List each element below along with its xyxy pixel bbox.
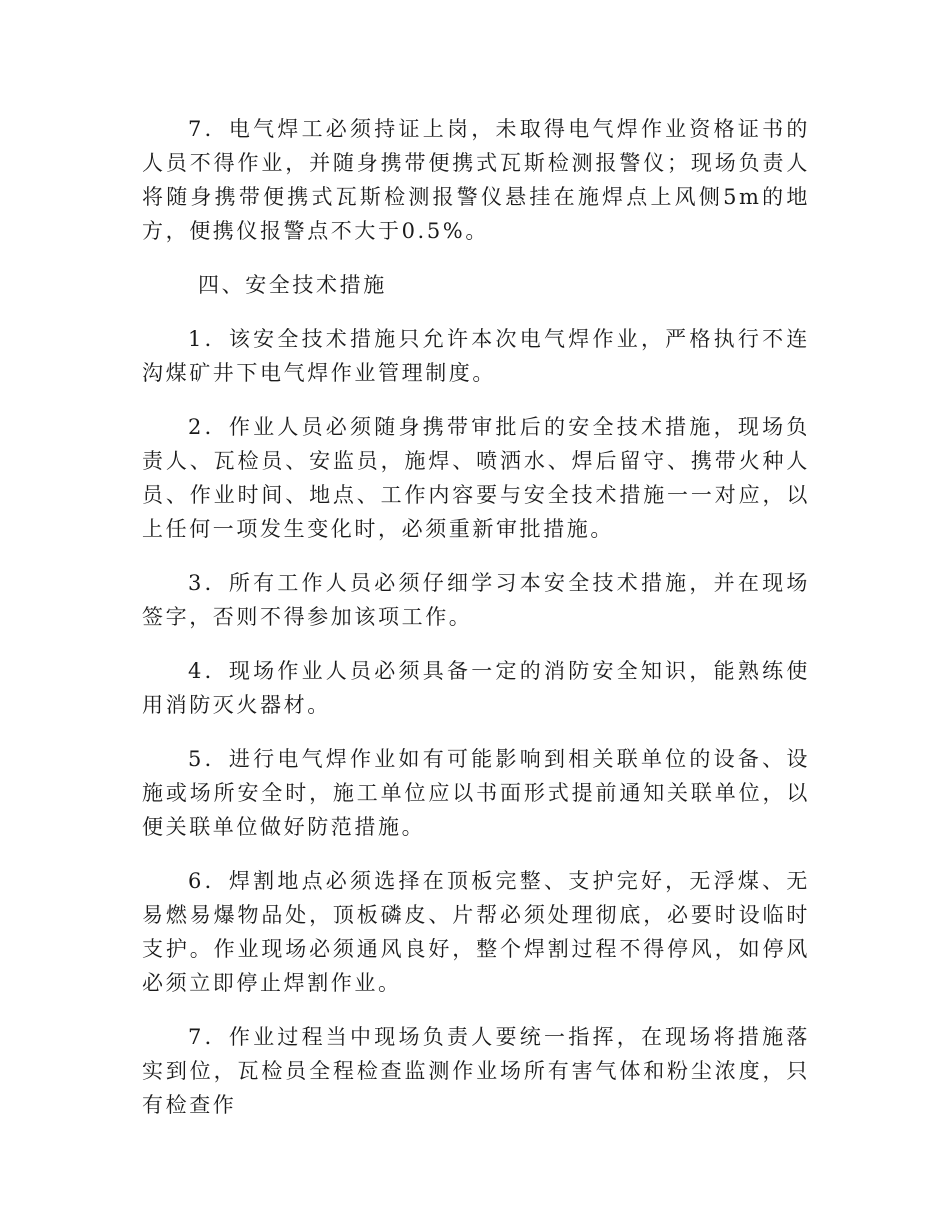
paragraph-item-2: 2．作业人员必须随身携带审批后的安全技术措施，现场负责人、瓦检员、安监员，施焊、喷洒水、焊后留守、携带火种人员、作业时间、地点、工作内容要与安全技术措施一一对应，以上任何一项发生变化时，必须重新审批措施。 xyxy=(142,415,810,541)
paragraph-item-5: 5．进行电气焊作业如有可能影响到相关联单位的设备、设施或场所安全时，施工单位应以书面形式提前通知关联单位，以便关联单位做好防范措施。 xyxy=(142,747,810,839)
paragraph-item-7-supervision: 7．作业过程当中现场负责人要统一指挥，在现场将措施落实到位，瓦检员全程检查监测作业场所有害气体和粉尘浓度，只有检查作 xyxy=(142,1025,810,1117)
paragraph-item-6: 6．焊割地点必须选择在顶板完整、支护完好，无浮煤、无易燃易爆物品处，顶板磷皮、片帮必须处理彻底，必要时设临时支护。作业现场必须通风良好，整个焊割过程不得停风，如停风必须立即停止焊割作业。 xyxy=(142,869,810,995)
paragraph-item-7-welder-certification: 7．电气焊工必须持证上岗，未取得电气焊作业资格证书的人员不得作业，并随身携带便携式瓦斯检测报警仪；现场负责人将随身携带便携式瓦斯检测报警仪悬挂在施焊点上风侧5m的地方，便携仪报警点不大于0.5%。 xyxy=(142,117,810,243)
section-heading-safety-measures: 四、安全技术措施 xyxy=(198,273,387,297)
paragraph-item-3: 3．所有工作人员必须仔细学习本安全技术措施，并在现场签字，否则不得参加该项工作。 xyxy=(142,571,810,629)
document-page xyxy=(142,112,810,1122)
paragraph-item-4: 4．现场作业人员必须具备一定的消防安全知识，能熟练使用消防灭火器材。 xyxy=(142,659,810,717)
paragraph-item-1: 1．该安全技术措施只允许本次电气焊作业，严格执行不连沟煤矿井下电气焊作业管理制度。 xyxy=(142,327,810,385)
